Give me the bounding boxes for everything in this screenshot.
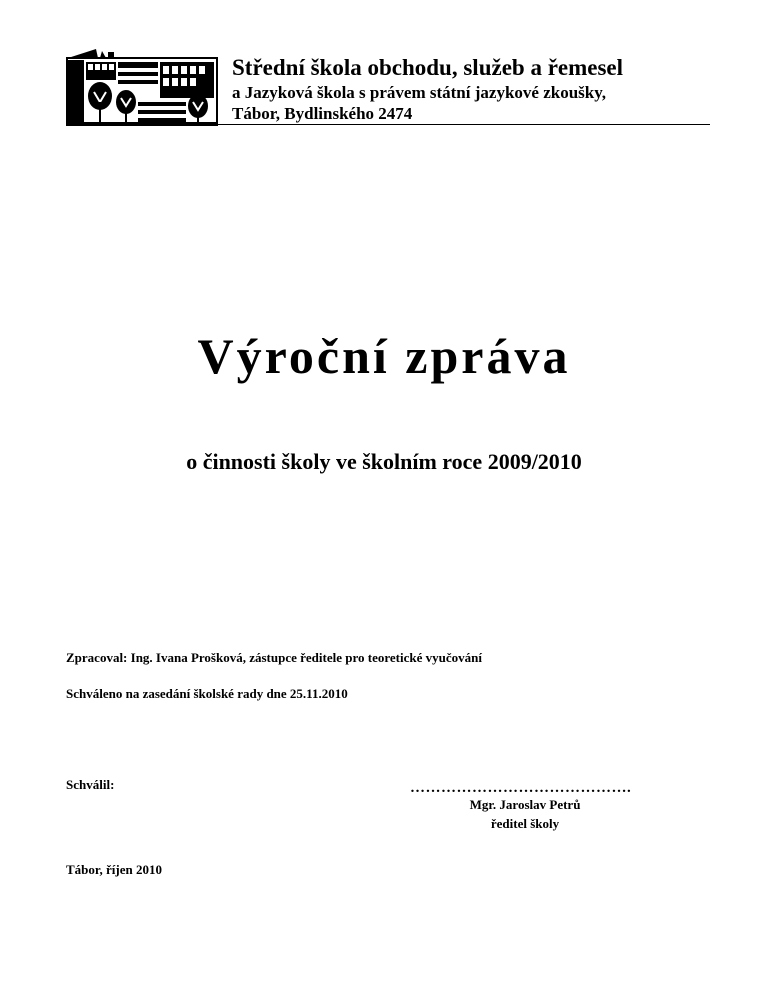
signer-block	[410, 797, 640, 832]
signature-line: …………………………………….	[410, 780, 632, 796]
document-title: Výroční zpráva	[197, 328, 571, 384]
signer-role: ředitel školy	[490, 816, 560, 831]
signature-label: Schválil:	[66, 777, 115, 792]
school-address: Tábor, Bydlinského 2474	[232, 104, 413, 123]
header-divider	[218, 124, 710, 125]
document-subtitle: o činnosti školy ve školním roce 2009/2010	[186, 449, 582, 474]
prepared-by-line: Zpracoval: Ing. Ivana Prošková, zástupce ředitele pro teoretické vyučování	[66, 650, 482, 665]
signer-name: Mgr. Jaroslav Petrů	[469, 797, 581, 812]
place-and-date: Tábor, říjen 2010	[66, 862, 162, 877]
school-subtitle-line1: a Jazyková škola s právem státní jazykové zkoušky,	[232, 83, 607, 102]
school-name: Střední škola obchodu, služeb a řemesel	[232, 55, 624, 80]
school-building-logo-icon	[66, 46, 218, 126]
approval-date-line: Schváleno na zasedání školské rady dne 25.11.2010	[66, 686, 348, 701]
